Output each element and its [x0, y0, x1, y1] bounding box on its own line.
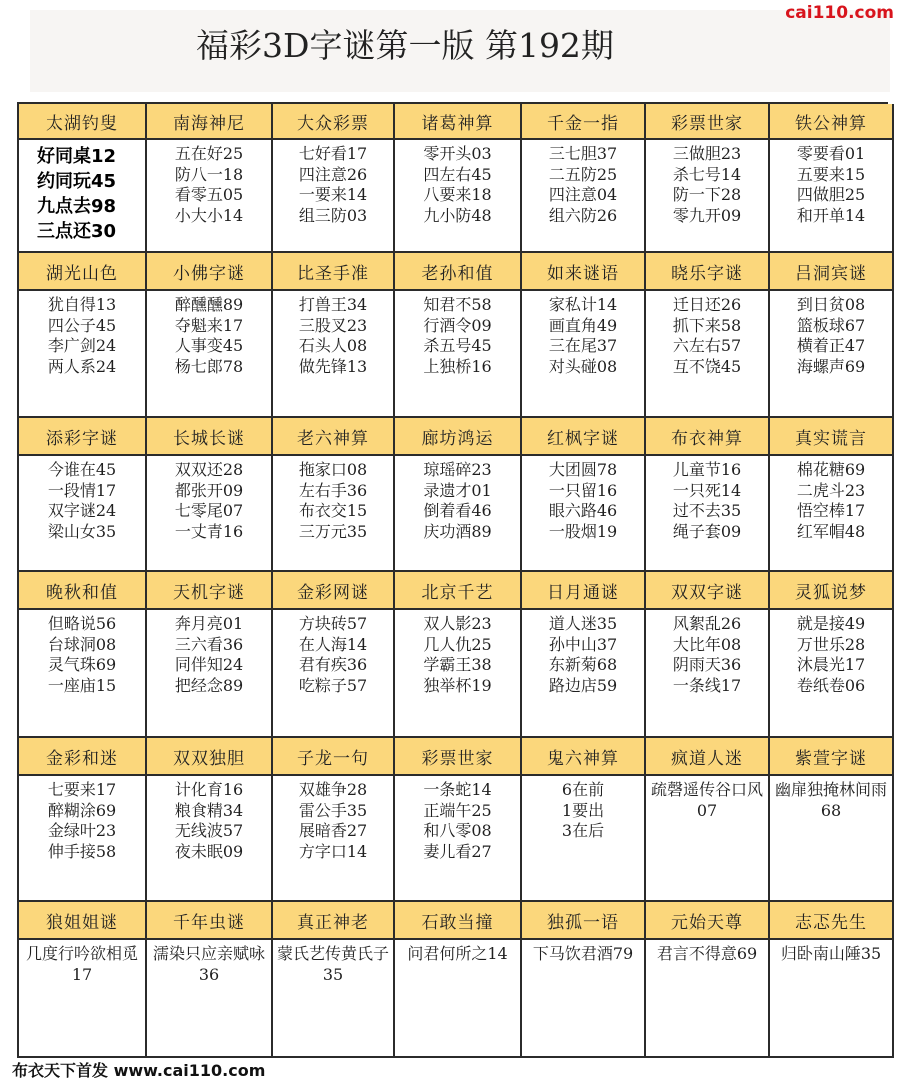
- riddle-line: 阴雨天36: [672, 655, 742, 674]
- riddle-line: 九点去98: [37, 196, 117, 217]
- riddle-line: 迁日还26: [672, 295, 742, 314]
- riddle-line: 双双还28: [174, 460, 244, 479]
- riddle-line: 六左右57: [672, 336, 742, 355]
- riddle-line: 约同玩45: [37, 171, 117, 192]
- section-title: 千金一指: [522, 104, 646, 140]
- section-content: [646, 456, 770, 572]
- riddle-line: 卷纸卷06: [796, 675, 866, 695]
- riddle-line: 八要来18: [423, 185, 492, 204]
- riddle-line: 伸手接58: [47, 841, 117, 861]
- riddle-line: 方字口14: [298, 841, 368, 861]
- riddle-line: 大团圆78: [548, 460, 618, 479]
- section-title: 北京千艺: [395, 572, 522, 610]
- riddle-line: 方块砖57: [298, 614, 368, 633]
- riddle-line: 七要来17: [47, 780, 117, 799]
- riddle-line: 1要出: [561, 800, 605, 820]
- section-title: 南海神尼: [147, 104, 273, 140]
- riddle-line: 一只留16: [548, 480, 618, 500]
- section-content: [273, 291, 395, 418]
- riddle-line: 横着正47: [796, 336, 866, 355]
- header-left-strip: [0, 10, 30, 92]
- section-content: [646, 610, 770, 738]
- section-title: 天机字谜: [147, 572, 273, 610]
- section-content: [646, 776, 770, 902]
- riddle-line: 杀五号45: [423, 336, 492, 355]
- riddle-line: 打兽王34: [298, 295, 368, 314]
- riddle-line: 路边店59: [548, 675, 618, 695]
- section-title: 狼姐姐谜: [19, 902, 147, 940]
- riddle-line: 庆功酒89: [423, 521, 492, 541]
- section-content: [395, 140, 522, 253]
- riddle-line: 疏磬遥传谷口风07: [650, 780, 763, 820]
- section-content: [147, 776, 273, 902]
- riddle-line: 红军帽48: [796, 521, 866, 541]
- riddle-line: 零九开09: [672, 205, 742, 225]
- riddle-line: 一股烟19: [548, 521, 618, 541]
- riddle-line: 万世乐28: [796, 634, 866, 654]
- riddle-line: 一要来14: [298, 185, 368, 204]
- section-content: [522, 456, 646, 572]
- section-title: 双双字谜: [646, 572, 770, 610]
- section-title: 长城长谜: [147, 418, 273, 456]
- riddle-line: 无线波57: [174, 821, 244, 840]
- section-content: [395, 940, 522, 1058]
- section-title: 紫萱字谜: [770, 738, 894, 776]
- section-title: 千年虫谜: [147, 902, 273, 940]
- riddle-line: 风絮乱26: [672, 614, 742, 633]
- riddle-line: 奔月亮01: [174, 614, 244, 633]
- section-content: [770, 140, 894, 253]
- riddle-line: 四公子45: [47, 315, 117, 335]
- riddle-line: 今谁在45: [47, 460, 117, 479]
- riddle-line: 组三防03: [298, 205, 368, 225]
- section-content: [395, 610, 522, 738]
- section-title: 金彩和迷: [19, 738, 147, 776]
- riddle-line: 眼六路46: [548, 501, 618, 520]
- riddle-line: 琼瑶碎23: [423, 460, 492, 479]
- section-title: 如来谜语: [522, 253, 646, 291]
- section-title: 比圣手准: [273, 253, 395, 291]
- section-title: 日月通谜: [522, 572, 646, 610]
- section-title: 鬼六神算: [522, 738, 646, 776]
- riddle-line: 君有疾36: [298, 655, 368, 674]
- riddle-line: 雷公手35: [298, 800, 368, 820]
- section-content: [522, 140, 646, 253]
- footer-text: 布衣天下首发 www.cai110.com: [12, 1061, 266, 1080]
- riddle-line: 夜未眠09: [174, 841, 244, 861]
- riddle-line: 吃粽子57: [298, 675, 368, 695]
- riddle-line: 绳子套09: [672, 521, 742, 541]
- riddle-line: 梁山女35: [47, 521, 117, 541]
- section-content: [273, 776, 395, 902]
- section-title: 石敢当撞: [395, 902, 522, 940]
- section-title: 独孤一语: [522, 902, 646, 940]
- riddle-line: 醉糊涂69: [47, 800, 117, 820]
- riddle-line: 七好看17: [298, 144, 368, 163]
- riddle-line: 濡染只应亲赋咏36: [152, 944, 265, 984]
- section-title: 吕洞宾谜: [770, 253, 894, 291]
- section-title: 子龙一句: [273, 738, 395, 776]
- section-content: [19, 140, 147, 253]
- riddle-line: 双人影23: [423, 614, 492, 633]
- section-content: [273, 456, 395, 572]
- riddle-line: 录遗才01: [423, 480, 492, 500]
- section-content: [19, 610, 147, 738]
- section-content: [770, 776, 894, 902]
- section-content: [147, 140, 273, 253]
- section-content: [273, 610, 395, 738]
- riddle-line: 夺魁来17: [174, 315, 244, 335]
- riddle-line: 醉醺醺89: [174, 295, 244, 314]
- riddle-line: 四左右45: [423, 164, 492, 184]
- riddle-line: 四注意04: [548, 185, 618, 204]
- section-title: 真正神老: [273, 902, 395, 940]
- riddle-line: 五在好25: [174, 144, 244, 163]
- riddle-line: 七零尾07: [174, 501, 244, 520]
- riddle-line: 零要看01: [796, 144, 866, 163]
- riddle-line: 画直角49: [548, 315, 618, 335]
- section-content: [19, 776, 147, 902]
- section-title: 布衣神算: [646, 418, 770, 456]
- page-title: 福彩3D字谜第一版 第192期: [196, 26, 614, 65]
- riddle-line: 一只死14: [672, 480, 742, 500]
- riddle-line: 几度行吟欲相觅17: [25, 944, 138, 984]
- section-title: 真实谎言: [770, 418, 894, 456]
- riddle-line: 台球洞08: [47, 634, 117, 654]
- section-content: [273, 140, 395, 253]
- section-title: 元始天尊: [646, 902, 770, 940]
- riddle-line: 正端午25: [423, 800, 492, 820]
- section-title: 彩票世家: [395, 738, 522, 776]
- riddle-line: 三股叉23: [298, 315, 368, 335]
- section-content: [770, 456, 894, 572]
- riddle-line: 四注意26: [298, 164, 368, 184]
- section-title: 志忑先生: [770, 902, 894, 940]
- section-title: 铁公神算: [770, 104, 894, 140]
- section-content: [395, 776, 522, 902]
- section-title: 灵狐说梦: [770, 572, 894, 610]
- section-content: [19, 940, 147, 1058]
- riddle-line: 李广剑24: [47, 336, 117, 355]
- riddle-line: 都张开09: [174, 480, 244, 500]
- riddle-line: 一条蛇14: [423, 780, 492, 799]
- riddle-line: 三在尾37: [548, 336, 618, 355]
- riddle-line: 三六看36: [174, 634, 244, 654]
- section-content: [522, 610, 646, 738]
- riddle-line: 五要来15: [796, 164, 866, 184]
- section-content: [522, 940, 646, 1058]
- riddle-line: 问君何所之14: [407, 944, 508, 963]
- riddle-line: 东新菊68: [548, 655, 618, 674]
- riddle-line: 看零五05: [174, 185, 244, 204]
- riddle-line: 篮板球67: [796, 315, 866, 335]
- section-title: 老六神算: [273, 418, 395, 456]
- riddle-line: 学霸王38: [423, 655, 492, 674]
- section-title: 疯道人迷: [646, 738, 770, 776]
- section-content: [646, 291, 770, 418]
- riddle-line: 人事变45: [174, 336, 244, 355]
- riddle-line: 独举杯19: [423, 675, 492, 695]
- riddle-line: 双字谜24: [47, 501, 117, 520]
- riddle-line: 知君不58: [423, 295, 492, 314]
- riddle-line: 好同桌12: [37, 146, 117, 167]
- riddle-line: 展暗香27: [298, 821, 368, 840]
- section-title: 彩票世家: [646, 104, 770, 140]
- riddle-line: 6在前: [561, 780, 605, 799]
- riddle-line: 互不饶45: [672, 356, 742, 376]
- riddle-line: 一丈青16: [174, 521, 244, 541]
- riddle-line: 防八一18: [174, 164, 244, 184]
- riddle-line: 一座庙15: [47, 675, 117, 695]
- section-content: [522, 291, 646, 418]
- section-content: [19, 456, 147, 572]
- riddle-line: 一条线17: [672, 675, 742, 695]
- riddle-line: 君言不得意69: [656, 944, 758, 963]
- section-content: [147, 610, 273, 738]
- riddle-line: 犹自得13: [47, 295, 117, 314]
- section-title: 添彩字谜: [19, 418, 147, 456]
- site-logo[interactable]: cai110.com: [785, 3, 894, 23]
- section-content: [646, 140, 770, 253]
- riddle-line: 道人迷35: [548, 614, 618, 633]
- section-content: [147, 456, 273, 572]
- riddle-line: 三点还30: [37, 221, 117, 242]
- riddle-line: 灵气珠69: [47, 655, 117, 674]
- riddle-line: 几人仇25: [423, 634, 492, 654]
- riddle-line: 把经念89: [174, 675, 244, 695]
- section-title: 晓乐字谜: [646, 253, 770, 291]
- riddle-line: 但略说56: [47, 614, 117, 633]
- section-title: 诸葛神算: [395, 104, 522, 140]
- riddle-line: 到日贫08: [796, 295, 866, 314]
- riddle-line: 四做胆25: [796, 185, 866, 204]
- riddle-line: 三万元35: [298, 521, 368, 541]
- riddle-line: 杨七郎78: [174, 356, 244, 376]
- riddle-line: 和开单14: [796, 205, 866, 225]
- riddle-line: 大比年08: [672, 634, 742, 654]
- riddle-line: 粮食精34: [174, 800, 244, 820]
- riddle-line: 零开头03: [423, 144, 492, 163]
- riddle-line: 布衣交15: [298, 501, 368, 520]
- section-content: [770, 940, 894, 1058]
- section-content: [147, 291, 273, 418]
- riddle-line: 幽扉独掩林间雨68: [774, 780, 887, 820]
- section-title: 小佛字谜: [147, 253, 273, 291]
- riddle-line: 双雄争28: [298, 780, 368, 799]
- riddle-line: 棉花糖69: [796, 460, 866, 479]
- section-title: 老孙和值: [395, 253, 522, 291]
- riddle-line: 悟空棒17: [796, 501, 866, 520]
- section-content: [646, 940, 770, 1058]
- riddle-line: 同伴知24: [174, 655, 244, 674]
- riddle-line: 上独桥16: [423, 356, 492, 376]
- section-title: 金彩网谜: [273, 572, 395, 610]
- section-content: [395, 456, 522, 572]
- riddle-line: 左右手36: [298, 480, 368, 500]
- riddle-line: 做先锋13: [298, 356, 368, 376]
- section-content: [273, 940, 395, 1058]
- section-title: 廊坊鸿运: [395, 418, 522, 456]
- riddle-line: 海螺声69: [796, 356, 866, 376]
- riddle-line: 行酒令09: [423, 315, 492, 335]
- riddle-line: 倒着看46: [423, 501, 492, 520]
- riddle-line: 孙中山37: [548, 634, 618, 654]
- section-title: 晚秋和值: [19, 572, 147, 610]
- section-content: [770, 291, 894, 418]
- section-title: 湖光山色: [19, 253, 147, 291]
- riddle-line: 金绿叶23: [47, 821, 117, 840]
- riddle-line: 组六防26: [548, 205, 618, 225]
- riddle-line: 归卧南山陲35: [780, 944, 882, 963]
- riddle-line: 对头碰08: [548, 356, 618, 376]
- riddle-line: 九小防48: [423, 205, 492, 225]
- riddle-line: 小大小14: [174, 205, 244, 225]
- section-title: 双双独胆: [147, 738, 273, 776]
- riddle-line: 三七胆37: [548, 144, 618, 163]
- riddle-line: 3在后: [561, 821, 605, 840]
- section-content: [522, 776, 646, 902]
- riddle-line: 防一下28: [672, 185, 742, 204]
- riddle-line: 在人海14: [298, 634, 368, 654]
- riddle-line: 过不去35: [672, 501, 742, 520]
- riddle-line: 三做胆23: [672, 144, 742, 163]
- riddle-line: 二虎斗23: [796, 480, 866, 500]
- riddle-line: 一段情17: [47, 480, 117, 500]
- riddle-line: 杀七号14: [672, 164, 742, 184]
- riddle-line: 妻儿看27: [423, 841, 492, 861]
- section-title: 红枫字谜: [522, 418, 646, 456]
- riddle-table: [17, 102, 888, 1060]
- riddle-line: 拖家口08: [298, 460, 368, 479]
- riddle-line: 就是接49: [796, 614, 866, 633]
- riddle-line: 计化育16: [174, 780, 244, 799]
- riddle-line: 抓下来58: [672, 315, 742, 335]
- section-content: [19, 291, 147, 418]
- section-content: [147, 940, 273, 1058]
- section-title: 大众彩票: [273, 104, 395, 140]
- riddle-line: 儿童节16: [672, 460, 742, 479]
- section-title: 太湖钓叟: [19, 104, 147, 140]
- riddle-line: 沐晨光17: [796, 655, 866, 674]
- riddle-line: 蒙氏艺传黄氏子35: [277, 944, 390, 984]
- riddle-line: 家私计14: [548, 295, 618, 314]
- riddle-line: 两人系24: [47, 356, 117, 376]
- riddle-line: 下马饮君酒79: [532, 944, 634, 963]
- riddle-line: 石头人08: [298, 336, 368, 355]
- section-content: [395, 291, 522, 418]
- riddle-line: 和八零08: [423, 821, 492, 840]
- riddle-line: 二五防25: [548, 164, 618, 184]
- section-content: [770, 610, 894, 738]
